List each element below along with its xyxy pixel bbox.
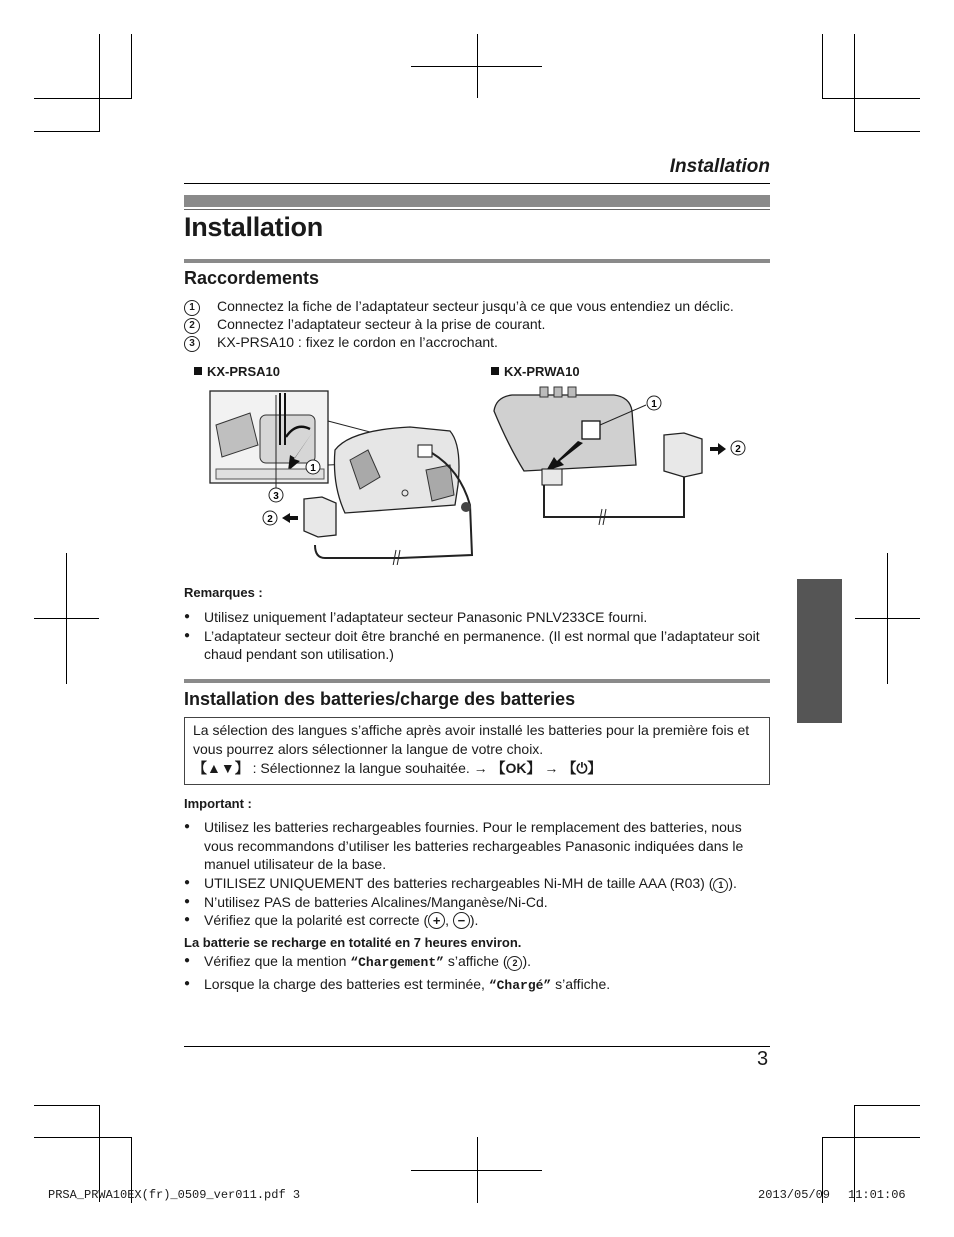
arrow-right-icon: → — [540, 760, 563, 776]
title-bar — [184, 195, 770, 207]
crop-mark — [131, 34, 132, 98]
callout-number: 2 — [735, 444, 741, 455]
important-label: Important : — [184, 796, 252, 811]
list-item — [184, 975, 764, 996]
charger-jack — [418, 445, 432, 457]
list-item: ● Utilisez uniquement l’adaptateur secteur Panasonic PNLV233CE fourni. — [184, 608, 764, 627]
instruction-text: : Sélectionnez la langue souhaitée. — [248, 760, 470, 776]
chapter-side-tab — [797, 579, 842, 723]
crop-mark — [411, 66, 542, 67]
step-text: Connectez l’adaptateur secteur à la prise de courant. — [217, 316, 546, 332]
charger-part — [260, 415, 315, 463]
list-item — [184, 952, 764, 973]
charger-jack — [582, 421, 600, 439]
item-text: ). — [469, 912, 479, 928]
list-item: ● L’adaptateur secteur doit être branché en permanence. (Il est normal que l’adaptateur soit chaud pendant son utilisation.) — [184, 627, 764, 664]
running-head: Installation — [669, 156, 770, 177]
footer-time: 11:01:06 — [848, 1188, 906, 1202]
step-3 — [184, 333, 774, 352]
step-text: Connectez la fiche de l’adaptateur secteur jusqu’à ce que vous entendiez un déclic. — [217, 298, 734, 314]
charger-body — [494, 395, 636, 471]
arrow-right-icon: → — [469, 760, 492, 776]
step-number: 2 — [184, 318, 200, 334]
arrow-icon — [710, 443, 726, 455]
section-rule — [184, 259, 770, 263]
list-item — [184, 911, 764, 930]
step-2 — [184, 315, 774, 334]
crop-mark — [855, 618, 920, 619]
charge-list — [184, 952, 764, 995]
crop-mark — [34, 131, 100, 132]
footer-rule — [184, 1046, 770, 1047]
charge-time-note: La batterie se recharge en totalité en 7 heures environ. — [184, 935, 522, 950]
step-text: KX-PRSA10 : fixez le cordon en l’accrochant. — [217, 334, 498, 350]
item-text: , — [445, 912, 453, 928]
square-bullet-icon — [491, 367, 499, 375]
note-instruction — [185, 759, 769, 778]
ok-key: 【OK】 — [491, 760, 541, 776]
item-text: Lorsque la charge des batteries est terminée, — [204, 975, 489, 992]
square-bullet-icon — [194, 367, 202, 375]
language-note-box — [184, 717, 770, 785]
crop-mark — [34, 1137, 132, 1138]
cord-line — [544, 477, 684, 517]
reference-number: 2 — [507, 956, 522, 971]
ac-adapter — [664, 433, 702, 477]
step-number: 1 — [184, 300, 200, 316]
callout-number: 2 — [267, 514, 273, 525]
crop-mark — [822, 1137, 920, 1138]
item-text: s’affiche. — [551, 975, 611, 992]
footer-filename: PRSA_PRWA10EX(fr)_0509_ver011.pdf 3 — [48, 1188, 301, 1202]
item-text: ). — [728, 874, 737, 891]
cord-clip — [461, 502, 471, 512]
remarks-label: Remarques : — [184, 585, 263, 600]
remarks-list — [184, 608, 764, 664]
model-label-prwa10 — [491, 364, 580, 379]
crop-mark — [854, 131, 920, 132]
item-text: UTILISEZ UNIQUEMENT des batteries rechargeables Ni-MH de taille AAA (R03) ( — [204, 874, 714, 891]
header-rule — [184, 183, 770, 184]
plug — [542, 469, 562, 485]
page-number: 3 — [757, 1048, 769, 1070]
crop-mark — [854, 34, 855, 131]
crop-mark — [411, 1170, 542, 1171]
charger-tab — [568, 387, 576, 397]
arrow-icon — [282, 513, 298, 523]
model-name: KX-PRWA10 — [504, 364, 580, 379]
section-heading-batteries: Installation des batteries/charge des batteries — [184, 689, 576, 709]
callout-number: 3 — [273, 491, 279, 502]
list-item: ● Utilisez les batteries rechargeables fournies. Pour le remplacement des batteries, nous vous recommandons d’utiliser les batteries rechargeables Panasonic indiquées dans le manuel utilisateur de la base. — [184, 818, 764, 874]
display-text: “Chargé” — [488, 977, 552, 993]
crop-mark — [822, 98, 920, 99]
crop-mark — [854, 1105, 920, 1106]
callout-number: 1 — [310, 463, 316, 474]
title-rule — [184, 209, 770, 210]
illustration-prwa10 — [488, 385, 758, 525]
item-text: s’affiche ( — [443, 953, 508, 969]
cord-line — [315, 545, 400, 558]
navigation-key: 【▲▼】 — [193, 760, 249, 776]
list-item: ● N’utilisez PAS de batteries Alcalines/Manganèse/Ni-Cd. — [184, 893, 764, 912]
footer-date: 2013/05/09 — [758, 1188, 831, 1202]
section-rule — [184, 679, 770, 683]
crop-mark — [34, 1105, 100, 1106]
crop-mark — [34, 618, 99, 619]
crop-mark — [34, 98, 132, 99]
model-label-prsa10 — [194, 364, 280, 379]
important-list — [184, 818, 764, 930]
ac-adapter — [304, 497, 336, 537]
reference-number: 1 — [713, 878, 728, 893]
plus-polarity-icon: + — [428, 912, 445, 929]
note-text: La sélection des langues s’affiche après avoir installé les batteries pour la première fois et vous pourrez alors sélectionner la langue de votre choix. — [193, 722, 750, 757]
display-text: “Chargement” — [350, 955, 444, 970]
crop-mark — [99, 34, 100, 131]
list-item — [184, 874, 764, 893]
illustration-prsa10 — [200, 385, 490, 565]
charger-tab — [554, 387, 562, 397]
item-text: Vérifiez que la polarité est correcte ( — [204, 912, 429, 928]
step-1 — [184, 297, 774, 316]
item-text: Vérifiez que la mention — [204, 953, 351, 969]
step-number: 3 — [184, 336, 200, 352]
section-heading-raccordements: Raccordements — [184, 268, 320, 288]
charger-tab — [540, 387, 548, 397]
minus-polarity-icon: − — [453, 912, 470, 929]
off-key: 【⏻】 — [562, 760, 602, 776]
callout-number: 1 — [651, 399, 657, 410]
item-text: ). — [522, 953, 532, 969]
page-title: Installation — [184, 212, 323, 242]
model-name: KX-PRSA10 — [207, 364, 280, 379]
crop-mark — [822, 34, 823, 98]
